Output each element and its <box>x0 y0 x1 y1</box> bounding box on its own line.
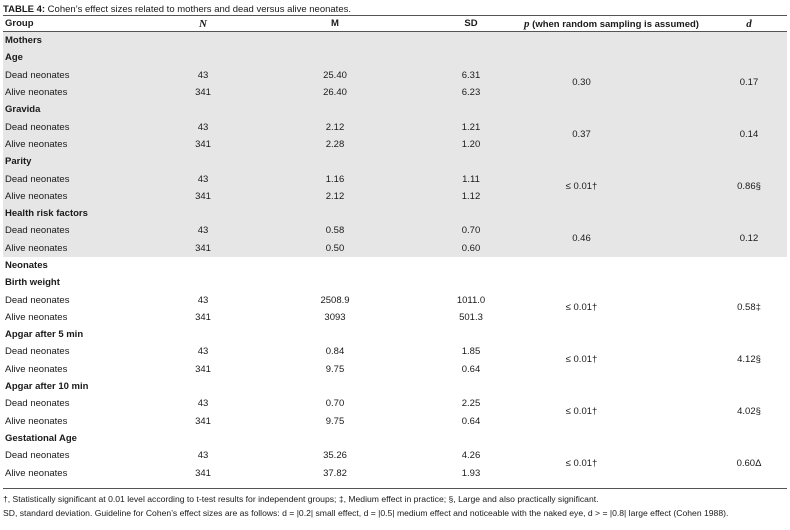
table-caption <box>3 0 787 15</box>
row-label: Mothers <box>5 35 42 47</box>
cell-sd: 0.70 <box>461 225 481 237</box>
row-label: Age <box>5 52 23 64</box>
section-heading-row <box>3 32 787 49</box>
subgroup-heading-row <box>3 153 787 170</box>
cell-effect-size: 0.60Δ <box>736 457 762 469</box>
cell-m: 3093 <box>324 311 346 323</box>
cell-n: 341 <box>195 467 211 479</box>
footnote-significance: †, Statistically significant at 0.01 level according to t-test results for independent groups; ‡, Medium effect in practice; §, Large and also practically significant. <box>3 493 599 504</box>
row-label: Dead neonates <box>5 450 70 462</box>
subgroup-heading-row <box>3 378 787 395</box>
cell-sd: 0.64 <box>461 415 481 427</box>
row-label: Alive neonates <box>5 467 68 479</box>
cell-m: 9.75 <box>325 363 345 375</box>
cell-m: 26.40 <box>323 87 347 99</box>
row-label: Dead neonates <box>5 225 70 237</box>
cell-p-value: ≤ 0.01† <box>565 405 598 417</box>
cell-p-value: ≤ 0.01† <box>565 301 598 313</box>
row-label: Neonates <box>5 260 48 271</box>
cell-sd: 1.21 <box>461 121 481 133</box>
cell-n: 341 <box>195 190 211 202</box>
row-label: Parity <box>5 156 32 168</box>
cell-m: 9.75 <box>325 415 345 427</box>
footnote-guideline: SD, standard deviation. Guideline for Cohen’s effect sizes are as follows: d = |0.2| small effect, d = |0.5| medium effect and noticeable with the naked eye, d > = |0.8| large effect (Cohen 1988). <box>3 508 729 519</box>
row-label: Dead neonates <box>5 121 70 133</box>
cell-sd: 2.25 <box>461 398 481 410</box>
row-label: Alive neonates <box>5 138 68 150</box>
cell-n: 341 <box>195 311 211 323</box>
cell-sd: 501.3 <box>459 311 483 323</box>
cell-m: 25.40 <box>323 69 347 81</box>
row-label: Alive neonates <box>5 190 68 202</box>
cell-sd: 4.26 <box>461 450 481 462</box>
subgroup-heading-row <box>3 430 787 447</box>
header-p <box>512 18 711 30</box>
cell-p-value: ≤ 0.01† <box>565 457 598 469</box>
cell-m: 1.16 <box>325 173 345 185</box>
cell-n: 43 <box>197 398 209 410</box>
row-label: Alive neonates <box>5 311 68 323</box>
cell-n: 43 <box>197 225 209 237</box>
cell-n: 43 <box>197 121 209 133</box>
header-group: Group <box>5 18 34 29</box>
cell-n: 43 <box>197 346 209 358</box>
cell-sd: 1011.0 <box>456 294 486 306</box>
table-header <box>3 15 787 32</box>
row-label: Health risk factors <box>5 208 88 220</box>
section-heading-row <box>3 257 787 274</box>
table-footnotes <box>3 488 787 520</box>
header-p-note: (when random sampling is assumed) <box>529 18 699 30</box>
cell-n: 43 <box>197 173 209 185</box>
cell-effect-size: 0.86§ <box>737 180 761 192</box>
cell-n: 341 <box>195 87 211 99</box>
cell-m: 2508.9 <box>320 294 350 306</box>
cell-effect-size: 0.17 <box>739 76 759 88</box>
cell-p-value: ≤ 0.01† <box>565 180 598 192</box>
cell-n: 43 <box>197 69 209 81</box>
row-label: Dead neonates <box>5 173 70 185</box>
cell-sd: 1.12 <box>461 190 481 202</box>
cell-effect-size: 0.58‡ <box>737 301 761 313</box>
header-n: N <box>199 17 207 30</box>
header-d: d <box>746 17 752 30</box>
cell-p-value: 0.30 <box>572 76 591 88</box>
cell-sd: 1.11 <box>462 173 480 185</box>
row-label: Apgar after 5 min <box>5 329 84 341</box>
cell-n: 341 <box>195 138 211 150</box>
row-label: Dead neonates <box>5 398 70 410</box>
cell-m: 0.58 <box>325 225 345 237</box>
row-label: Alive neonates <box>5 242 68 254</box>
row-label: Apgar after 10 min <box>5 381 89 393</box>
row-label: Dead neonates <box>5 69 70 81</box>
cell-effect-size: 4.02§ <box>737 405 761 417</box>
cell-m: 2.12 <box>325 121 345 133</box>
cell-m: 0.50 <box>325 242 345 254</box>
cell-n: 341 <box>195 415 211 427</box>
row-label: Birth weight <box>5 277 60 289</box>
row-label: Alive neonates <box>5 87 68 99</box>
subgroup-heading-row <box>3 101 787 118</box>
cell-n: 43 <box>197 294 209 306</box>
cell-p-value: 0.46 <box>572 232 591 244</box>
cell-sd: 6.31 <box>461 69 481 81</box>
header-m: M <box>331 18 339 29</box>
subgroup-heading-row <box>3 205 787 222</box>
subgroup-heading-row <box>3 274 787 291</box>
cell-m: 2.12 <box>325 190 345 202</box>
row-label: Alive neonates <box>5 415 68 427</box>
row-label: Dead neonates <box>5 294 70 306</box>
table-container <box>3 0 787 520</box>
cell-m: 2.28 <box>325 138 345 150</box>
row-label: Gravida <box>5 104 41 116</box>
cell-m: 35.26 <box>323 450 347 462</box>
cell-effect-size: 0.12 <box>739 232 759 244</box>
cell-m: 37.82 <box>323 467 347 479</box>
cell-m: 0.70 <box>325 398 345 410</box>
row-label: Gestational Age <box>5 432 77 444</box>
cell-sd: 1.20 <box>461 138 481 150</box>
cell-sd: 0.64 <box>461 363 481 375</box>
cell-p-value: 0.37 <box>572 128 591 140</box>
cell-n: 341 <box>195 242 211 254</box>
row-label: Dead neonates <box>5 346 70 358</box>
cell-n: 341 <box>195 363 211 375</box>
cell-n: 43 <box>197 450 209 462</box>
table-body <box>3 32 787 482</box>
row-label: Alive neonates <box>5 363 68 375</box>
cell-sd: 1.85 <box>461 346 481 358</box>
cell-sd: 0.60 <box>461 242 481 254</box>
cell-effect-size: 0.14 <box>739 128 759 140</box>
subgroup-heading-row <box>3 326 787 343</box>
cell-effect-size: 4.12§ <box>737 353 761 365</box>
cell-m: 0.84 <box>325 346 345 358</box>
caption-text: Cohen’s effect sizes related to mothers and dead versus alive neonates. <box>45 4 351 15</box>
cell-p-value: ≤ 0.01† <box>565 353 598 365</box>
cell-sd: 6.23 <box>461 87 481 99</box>
subgroup-heading-row <box>3 49 787 66</box>
cell-sd: 1.93 <box>461 467 481 479</box>
header-p-symbol: p <box>524 17 530 30</box>
caption-label: TABLE 4: <box>3 4 46 15</box>
header-sd: SD <box>464 18 478 29</box>
